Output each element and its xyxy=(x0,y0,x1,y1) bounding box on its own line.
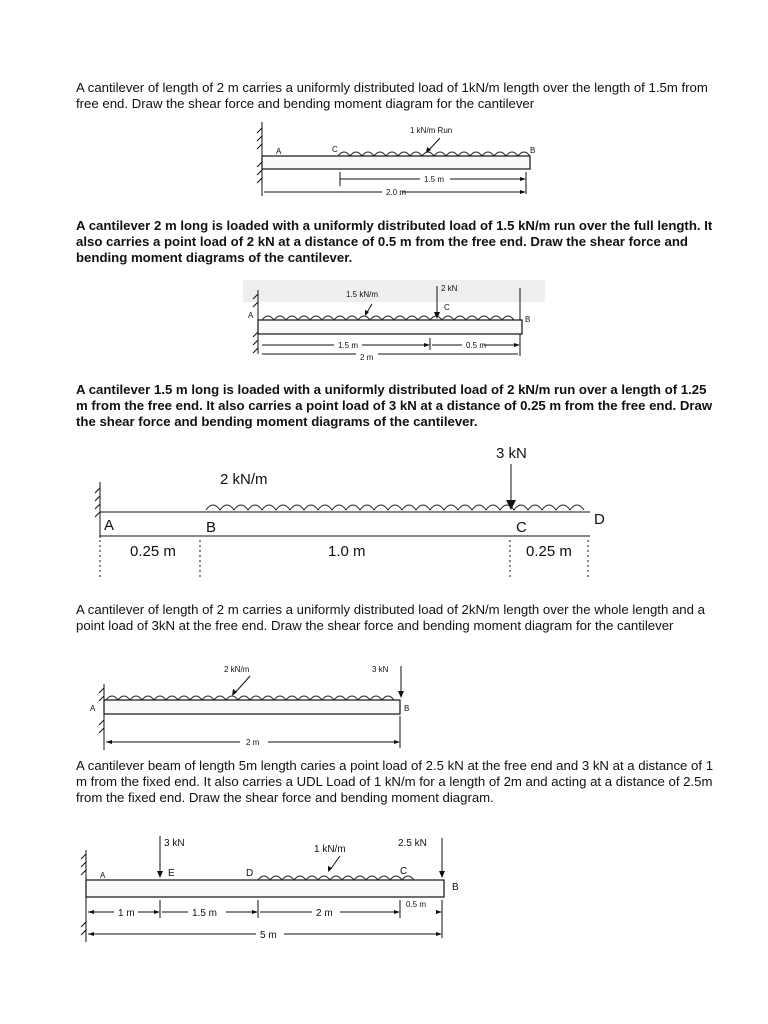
point-c-label: C xyxy=(444,303,450,312)
dim-1-0m: 1.0 m xyxy=(328,543,366,560)
point-a-label: A xyxy=(248,311,254,320)
problem-1-statement: A cantilever of length of 2 m carries a uniformly distributed load of 1kN/m length over the length of 1.5m from free end. Draw the shear force and bending moment diagram for the cantilever xyxy=(76,80,708,111)
fixed-support xyxy=(81,850,86,942)
figure-shading xyxy=(243,280,545,302)
point-a-label: A xyxy=(104,517,115,534)
beam xyxy=(86,880,444,897)
udl-label: 1.5 kN/m xyxy=(346,290,379,299)
problem-3-statement: A cantilever 1.5 m long is loaded with a uniformly distributed load of 2 kN/m run over a length of 1.25 m from the free end. It also carries a point load of 3 kN at a distance of 0.25 m from the free end. Draw the shear force and bending moment diagrams of the cantilever. xyxy=(76,382,713,429)
dim-0-25m-left: 0.25 m xyxy=(130,543,176,560)
point-c-label: C xyxy=(516,519,527,536)
point-a-label: A xyxy=(100,871,106,880)
point-e-label: E xyxy=(168,868,175,879)
figure-5-cantilever xyxy=(0,830,768,950)
point-load-2-5kn-label: 2.5 kN xyxy=(398,838,427,849)
fixed-support xyxy=(257,122,262,196)
beam xyxy=(262,156,530,169)
dim-2-0m: 2.0 m xyxy=(386,188,407,197)
point-load-3kn-label: 3 kN xyxy=(164,838,185,849)
point-c-label: C xyxy=(400,866,408,877)
figure-2-cantilever xyxy=(0,280,768,370)
point-load-label: 2 kN xyxy=(441,284,458,293)
point-b-label: B xyxy=(530,146,536,155)
udl-label: 2 kN/m xyxy=(220,471,268,488)
point-c-label: C xyxy=(332,145,338,154)
dim-2m: 2 m xyxy=(316,908,333,919)
beam xyxy=(104,700,400,714)
point-d-label: D xyxy=(246,868,254,879)
point-b-label: B xyxy=(452,882,459,893)
point-d-label: D xyxy=(594,511,605,528)
beam xyxy=(258,320,522,334)
dim-1-5m: 1.5 m xyxy=(192,908,218,919)
dim-1m: 1 m xyxy=(118,908,135,919)
figure-1-cantilever xyxy=(0,118,768,208)
dim-0-25m-right: 0.25 m xyxy=(526,543,572,560)
point-a-label: A xyxy=(276,147,282,156)
dim-2m: 2 m xyxy=(246,738,260,747)
point-load-label: 3 kN xyxy=(496,445,527,462)
dim-2m: 2 m xyxy=(360,353,374,362)
point-load-label: 3 kN xyxy=(372,665,389,674)
load-pointer xyxy=(428,138,440,151)
udl-label: 1 kN/m xyxy=(314,844,346,855)
point-b-label: B xyxy=(525,315,531,324)
dim-1-5m: 1.5 m xyxy=(424,175,445,184)
problem-2-statement: A cantilever 2 m long is loaded with a uniformly distributed load of 1.5 kN/m run over the full length. It also carries a point load of 2 kN at a distance of 0.5 m from the free end. Draw the shear force and bending moment diagrams of the cantilever. xyxy=(76,218,713,265)
dim-0-5m: 0.5 m xyxy=(406,900,427,909)
problem-4-statement: A cantilever of length of 2 m carries a uniformly distributed load of 2kN/m length over the whole length and a point load of 3kN at the free end. Draw the shear force and bending moment diagram for the cantilever xyxy=(76,602,705,633)
udl-load xyxy=(338,152,530,156)
figure-3-cantilever xyxy=(0,440,768,590)
point-b-label: B xyxy=(404,704,410,713)
udl-load xyxy=(206,505,584,510)
load-label: 1 kN/m Run xyxy=(410,126,453,135)
problem-5-statement: A cantilever beam of length 5m length caries a point load of 2.5 kN at the free end and 3 kN at a distance of 1 m from the fixed end. It also carries a UDL Load of 1 kN/m for a length of 2m and acting at a distance of 2.5m from the fixed end. Draw the shear force and bending moment diagram. xyxy=(76,758,714,805)
fixed-support xyxy=(95,482,100,538)
dim-0-5m: 0.5 m xyxy=(466,341,487,350)
udl-label: 2 kN/m xyxy=(224,665,250,674)
dim-1-5m: 1.5 m xyxy=(338,341,359,350)
udl-load xyxy=(262,316,514,320)
point-a-label: A xyxy=(90,704,96,713)
dim-5m: 5 m xyxy=(260,930,277,941)
point-b-label: B xyxy=(206,519,217,536)
figure-4-cantilever xyxy=(0,660,768,755)
fixed-support xyxy=(99,684,104,750)
